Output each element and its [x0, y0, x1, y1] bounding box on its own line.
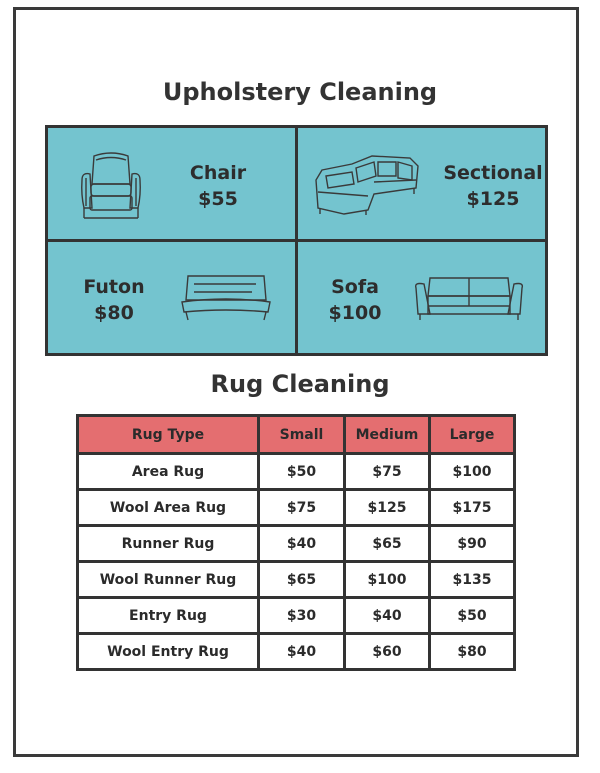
table-header-row [78, 416, 515, 454]
table-row [78, 454, 515, 490]
futon-price: $80 [94, 302, 134, 324]
column-header: Small [259, 416, 345, 454]
column-header: Large [430, 416, 515, 454]
rug-type-cell: Area Rug [78, 454, 259, 490]
rug-type-cell: Wool Entry Rug [78, 634, 259, 670]
chair-name: Chair [189, 162, 247, 184]
rug-type-cell: Wool Area Rug [78, 490, 259, 526]
price-cell: $60 [345, 634, 430, 670]
price-cell: $40 [259, 634, 345, 670]
price-cell: $50 [259, 454, 345, 490]
table-row [78, 562, 515, 598]
futon-name: Futon [83, 276, 145, 298]
price-cell: $100 [345, 562, 430, 598]
sectional-price: $125 [466, 188, 520, 210]
sofa-price: $100 [328, 302, 382, 324]
sofa-name: Sofa [331, 276, 379, 298]
sectional-label [438, 160, 545, 212]
price-cell: $90 [430, 526, 515, 562]
upholstery-tile-futon [48, 242, 295, 353]
table-row [78, 634, 515, 670]
upholstery-tile-sofa [298, 242, 545, 353]
price-cell: $40 [345, 598, 430, 634]
price-cell: $135 [430, 562, 515, 598]
price-cell: $65 [259, 562, 345, 598]
upholstery-grid [45, 125, 548, 356]
table-row [78, 526, 515, 562]
upholstery-title: Upholstery Cleaning [162, 78, 438, 106]
rug-title: Rug Cleaning [210, 370, 390, 398]
chair-label [178, 160, 258, 212]
price-cell: $75 [345, 454, 430, 490]
rug-type-cell: Entry Rug [78, 598, 259, 634]
price-cell: $65 [345, 526, 430, 562]
rug-price-table [76, 414, 516, 671]
price-cell: $80 [430, 634, 515, 670]
rug-type-cell: Wool Runner Rug [78, 562, 259, 598]
futon-label [74, 274, 154, 326]
chair-price: $55 [198, 188, 238, 210]
price-cell: $75 [259, 490, 345, 526]
column-header: Medium [345, 416, 430, 454]
price-cell: $40 [259, 526, 345, 562]
rug-type-cell: Runner Rug [78, 526, 259, 562]
futon-icon [180, 272, 272, 324]
upholstery-tile-sectional [298, 128, 545, 239]
sofa-label [318, 274, 392, 326]
armchair-icon [78, 150, 144, 222]
table-row [78, 490, 515, 526]
table-row [78, 598, 515, 634]
price-cell: $50 [430, 598, 515, 634]
price-cell: $100 [430, 454, 515, 490]
sectional-name: Sectional [443, 162, 543, 184]
price-cell: $125 [345, 490, 430, 526]
sectional-sofa-icon [312, 152, 424, 216]
price-cell: $30 [259, 598, 345, 634]
sofa-icon [412, 274, 526, 324]
upholstery-tile-chair [48, 128, 295, 239]
column-header: Rug Type [78, 416, 259, 454]
price-cell: $175 [430, 490, 515, 526]
